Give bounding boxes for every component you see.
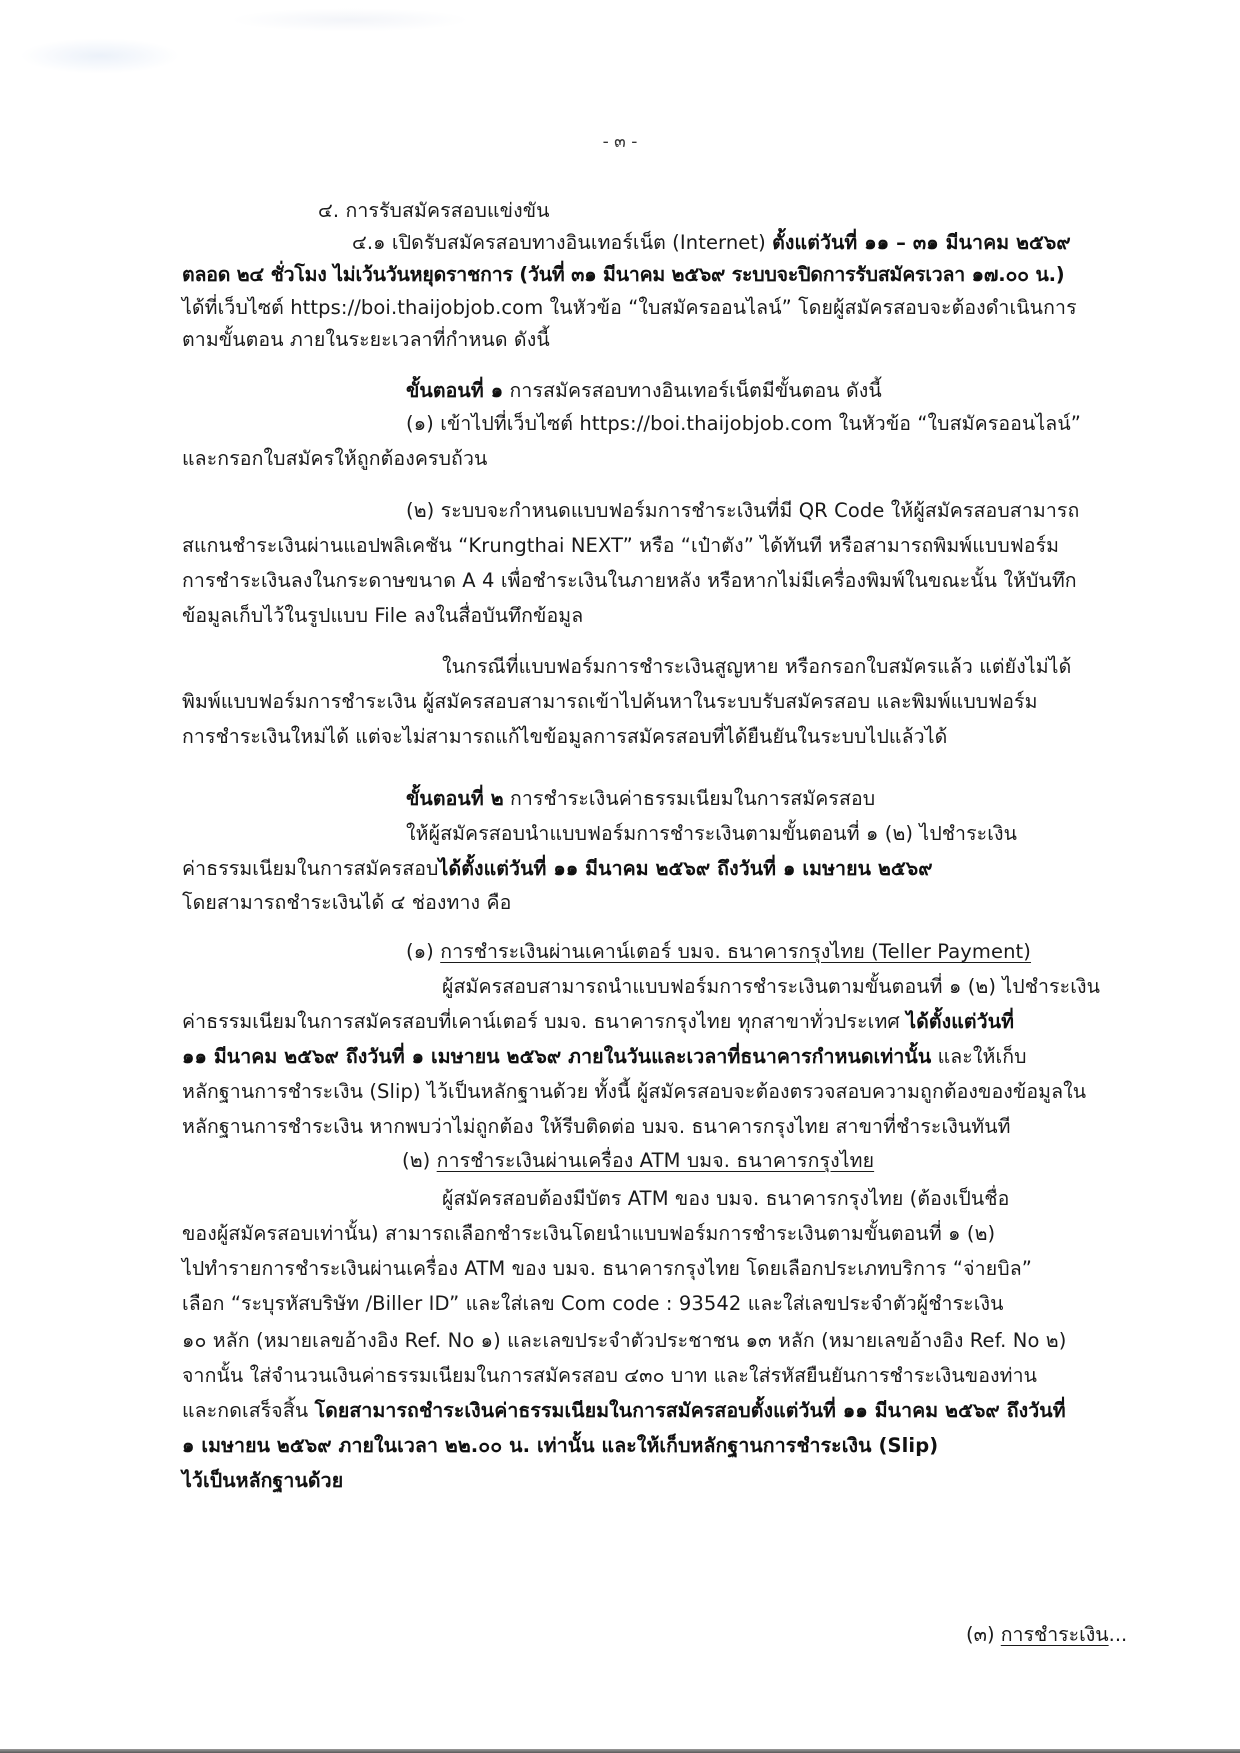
channel-1-line-2 — [182, 1007, 1014, 1037]
step-1-desc: การสมัครสอบทางอินเทอร์เน็ตมีขั้นตอน ดังนี้ — [503, 379, 882, 402]
channel-1-line-4: หลักฐานการชำระเงิน (Slip) ไว้เป็นหลักฐานด้วย ทั้งนี้ ผู้สมัครสอบจะต้องตรวจสอบความถูกต้องของข้อมูลใน — [182, 1080, 1087, 1103]
step-2-intro-line-1: ให้ผู้สมัครสอบนำแบบฟอร์มการชำระเงินตามขั้นตอนที่ ๑ (๒) ไปชำระเงิน — [406, 822, 1018, 845]
lost-form-line-2: พิมพ์แบบฟอร์มการชำระเงิน ผู้สมัครสอบสามารถเข้าไปค้นหาในระบบรับสมัครสอบ และพิมพ์แบบฟอร์ม — [182, 690, 1038, 713]
section-heading: ๔. การรับสมัครสอบแข่งขัน — [318, 199, 550, 222]
paragraph-4-1-line-4: ตามขั้นตอน ภายในระยะเวลาที่กำหนด ดังนี้ — [182, 328, 550, 351]
channel-2-heading: การชำระเงินผ่านเครื่อง ATM บมจ. ธนาคารกรุงไทย — [436, 1149, 875, 1172]
step-2-intro-line-2 — [182, 854, 933, 884]
channel-1-title — [406, 937, 1031, 967]
scan-page-edge — [0, 1749, 1240, 1753]
paragraph-4-1-line-2: ตลอด ๒๔ ชั่วโมง ไม่เว้นวันหยุดราชการ (วันที่ ๓๑ มีนาคม ๒๕๖๙ ระบบจะปิดการรับสมัครเวลา ๑๗.๐๐ น.) — [182, 263, 1065, 286]
channel-2-line-3: ไปทำรายการชำระเงินผ่านเครื่อง ATM ของ บมจ. ธนาคารกรุงไทย โดยเลือกประเภทบริการ “จ่ายบิล” — [182, 1257, 1032, 1280]
channel-1-line-5: หลักฐานการชำระเงิน หากพบว่าไม่ถูกต้อง ให้รีบติดต่อ บมจ. ธนาคารกรุงไทย สาขาที่ชำระเงินทันที — [182, 1115, 1011, 1138]
channel-2-line-8: ๑ เมษายน ๒๕๖๙ ภายในเวลา ๒๒.๐๐ น. เท่านั้น และให้เก็บหลักฐานการชำระเงิน (Slip) — [182, 1434, 939, 1457]
step-2-intro-line-3: โดยสามารถชำระเงินได้ ๔ ช่องทาง คือ — [182, 891, 512, 914]
channel-2-line-6: จากนั้น ใส่จำนวนเงินค่าธรรมเนียมในการสมัครสอบ ๔๓๐ บาท และใส่รหัสยืนยันการชำระเงินของท่าน — [182, 1364, 1038, 1387]
text-bold: ๑๑ มีนาคม ๒๕๖๙ ถึงวันที่ ๑ เมษายน ๒๕๖๙ ภายในวันและเวลาที่ธนาคารกำหนดเท่านั้น — [182, 1045, 932, 1068]
channel-1-line-3 — [182, 1042, 1027, 1072]
text: ค่าธรรมเนียมในการสมัครสอบที่เคาน์เตอร์ บมจ. ธนาคารกรุงไทย ทุกสาขาทั่วประเทศ — [182, 1010, 907, 1033]
step-1-label: ขั้นตอนที่ ๑ — [406, 379, 504, 402]
paragraph-4-1-line-3: ได้ที่เว็บไซต์ https://boi.thaijobjob.com ในหัวข้อ “ใบสมัครออนไลน์” โดยผู้สมัครสอบจะต้องดำเนินการ — [182, 296, 1077, 319]
lost-form-line-3: การชำระเงินใหม่ได้ แต่จะไม่สามารถแก้ไขข้อมูลการสมัครสอบที่ได้ยืนยันในระบบไปแล้วได้ — [182, 725, 948, 748]
channel-2-line-1: ผู้สมัครสอบต้องมีบัตร ATM ของ บมจ. ธนาคารกรุงไทย (ต้องเป็นชื่อ — [442, 1187, 1010, 1210]
channel-1-line-1: ผู้สมัครสอบสามารถนำแบบฟอร์มการชำระเงินตามขั้นตอนที่ ๑ (๒) ไปชำระเงิน — [442, 975, 1101, 998]
channel-2-line-5: ๑๐ หลัก (หมายเลขอ้างอิง Ref. No ๑) และเลขประจำตัวประชาชน ๑๓ หลัก (หมายเลขอ้างอิง Ref. No ๒) — [182, 1329, 1067, 1352]
scan-artifact — [230, 8, 470, 32]
step-1-item-2-line-3: การชำระเงินลงในกระดาษขนาด A 4 เพื่อชำระเงินในภายหลัง หรือหากไม่มีเครื่องพิมพ์ในขณะนั้น ให้บันทึก — [182, 569, 1077, 592]
text: ๔.๑ เปิดรับสมัครสอบทางอินเทอร์เน็ต (Internet) — [352, 231, 773, 254]
text: ค่าธรรมเนียมในการสมัครสอบ — [182, 857, 439, 880]
text-bold: ได้ตั้งแต่วันที่ — [906, 1010, 1015, 1033]
continuation-ellipsis: ... — [1108, 1623, 1128, 1646]
text-bold: โดยสามารถชำระเงินค่าธรรมเนียมในการสมัครสอบตั้งแต่วันที่ ๑๑ มีนาคม ๒๕๖๙ ถึงวันที่ — [314, 1399, 1066, 1422]
scan-artifact — [20, 38, 180, 74]
date-range-bold: ตั้งแต่วันที่ ๑๑ – ๓๑ มีนาคม ๒๕๖๙ — [772, 231, 1071, 254]
step-1-item-2-line-2: สแกนชำระเงินผ่านแอปพลิเคชัน “Krungthai NEXT” หรือ “เป๋าตัง” ได้ทันที หรือสามารถพิมพ์แบบฟอร์ม — [182, 534, 1060, 557]
channel-2-line-4: เลือก “ระบุรหัสบริษัท /Biller ID” และใส่เลข Com code : 93542 และใส่เลขประจำตัวผู้ชำระเงิน — [182, 1292, 1004, 1315]
step-2-title — [406, 784, 875, 814]
channel-2-number: (๒) — [402, 1149, 437, 1172]
channel-1-heading: การชำระเงินผ่านเคาน์เตอร์ บมจ. ธนาคารกรุงไทย (Teller Payment) — [440, 940, 1032, 963]
text: และให้เก็บ — [931, 1045, 1027, 1068]
step-1-item-1-line-2: และกรอกใบสมัครให้ถูกต้องครบถ้วน — [182, 447, 488, 470]
paragraph-4-1-line-1 — [352, 228, 1071, 258]
payment-period-bold: ได้ตั้งแต่วันที่ ๑๑ มีนาคม ๒๕๖๙ ถึงวันที่ ๑ เมษายน ๒๕๖๙ — [438, 857, 933, 880]
step-1-item-1-line-1: (๑) เข้าไปที่เว็บไซต์ https://boi.thaijobjob.com ในหัวข้อ “ใบสมัครออนไลน์” — [406, 412, 1081, 435]
continuation-marker — [966, 1620, 1127, 1650]
channel-2-line-7 — [182, 1396, 1066, 1426]
text: และกดเสร็จสิ้น — [182, 1399, 315, 1422]
continuation-text: การชำระเงิน — [1000, 1623, 1109, 1646]
step-1-item-2-line-4: ข้อมูลเก็บไว้ในรูปแบบ File ลงในสื่อบันทึกข้อมูล — [182, 604, 584, 627]
channel-2-line-9: ไว้เป็นหลักฐานด้วย — [182, 1469, 344, 1492]
step-2-label: ขั้นตอนที่ ๒ — [406, 787, 504, 810]
continuation-number: (๓) — [966, 1623, 1001, 1646]
step-2-desc: การชำระเงินค่าธรรมเนียมในการสมัครสอบ — [503, 787, 876, 810]
channel-1-number: (๑) — [406, 940, 441, 963]
step-1-item-2-line-1: (๒) ระบบจะกำหนดแบบฟอร์มการชำระเงินที่มี QR Code ให้ผู้สมัครสอบสามารถ — [406, 499, 1080, 522]
channel-2-title — [402, 1146, 874, 1176]
page-number: - ๓ - — [602, 132, 638, 152]
step-1-title — [406, 376, 882, 406]
lost-form-line-1: ในกรณีที่แบบฟอร์มการชำระเงินสูญหาย หรือกรอกใบสมัครแล้ว แต่ยังไม่ได้ — [442, 655, 1072, 678]
channel-2-line-2: ของผู้สมัครสอบเท่านั้น) สามารถเลือกชำระเงินโดยนำแบบฟอร์มการชำระเงินตามขั้นตอนที่ ๑ (๒) — [182, 1222, 996, 1245]
